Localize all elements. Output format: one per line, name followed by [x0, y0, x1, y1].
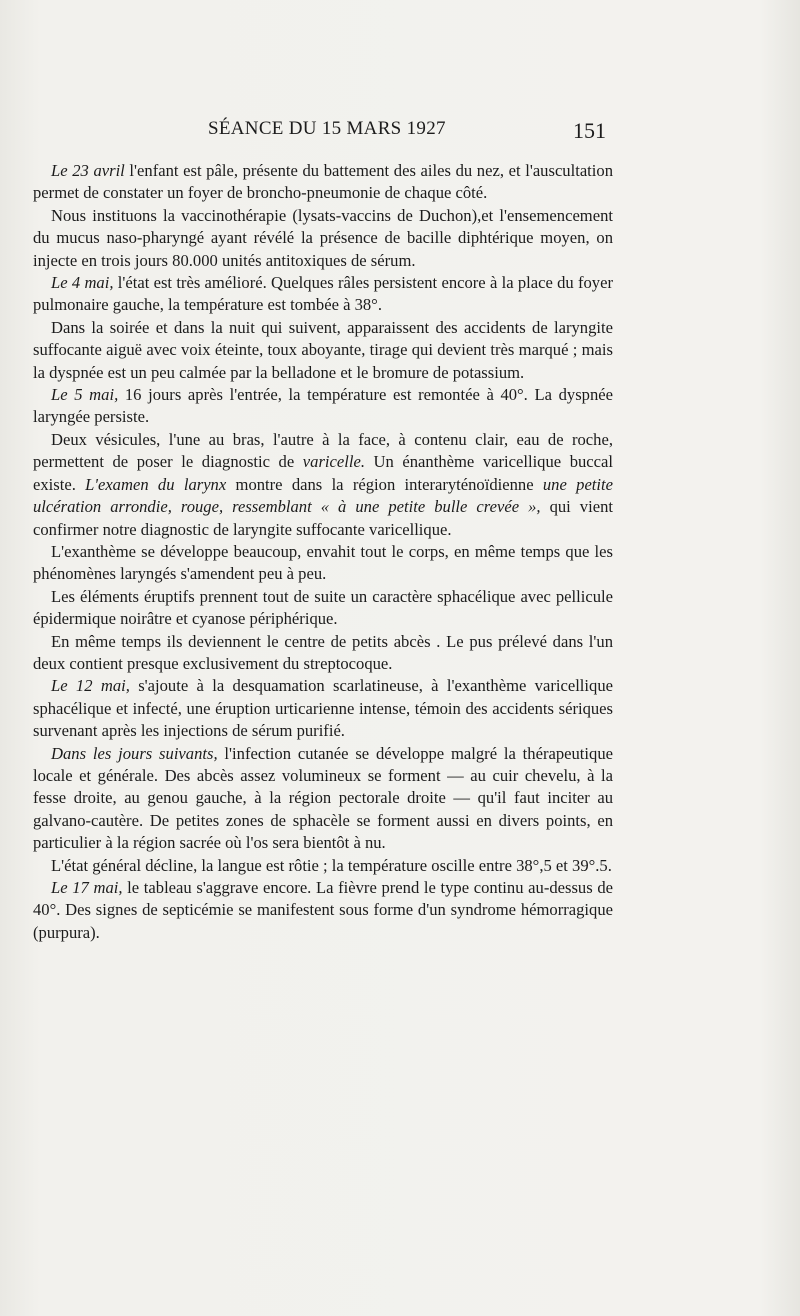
date-label: Le 5 mai, [51, 385, 119, 405]
paragraph [33, 272, 613, 317]
text-run: l'infection cutanée se développe malgré la thérapeutique locale et générale. Des abcès assez volumineux se forment — au cuir chevelu, à la fesse droite, au genou gauche, à la région pectorale droite — qu'il faut inciter au galvano-cautère. De petites zones de sphacèle se forment aussi en divers points, en particulier à la région sacrée où l'os sera bientôt à nu. [33, 743, 613, 853]
running-head [33, 118, 613, 148]
running-title: SÉANCE DU 15 MARS 1927 [208, 118, 446, 139]
text-run: Dans la soirée et dans la nuit qui suivent, apparaissent des accidents de laryngite suffocante aiguë avec voix éteinte, toux aboyante, tirage qui devient très marqué ; mais la dyspnée est un peu calmée par la belladone et le bromure de potassium. [33, 317, 613, 382]
text-run: le tableau s'aggrave encore. La fièvre prend le type continu au-dessus de 40°. Des signes de septicémie se manifestent sous forme d'un syndrome hémorragique (purpura). [33, 878, 613, 942]
body-text [33, 160, 613, 944]
text-run: qui vient confirmer notre diagnostic de laryngite suffocante varicellique. [33, 497, 613, 539]
date-label: Le 4 mai, [51, 273, 114, 293]
paragraph [33, 743, 613, 855]
text-run: L'exanthème se développe beaucoup, envahit tout le corps, en même temps que les phénomènes laryngés s'amendent peu à peu. [33, 541, 613, 584]
paragraph [33, 541, 613, 586]
paragraph [33, 317, 613, 384]
text-run: Deux vésicules, l'une au bras, l'autre à la face, à contenu clair, eau de roche, permettent de poser le diagnostic de [33, 429, 613, 472]
text-run: montre dans la région interaryténoïdienne [226, 474, 543, 494]
paragraph [33, 586, 613, 631]
text-run: 16 jours après l'entrée, la température est remontée à 40°. La dyspnée laryngée persiste. [33, 385, 613, 427]
text-run: s'ajoute à la desquamation scarlatineuse, à l'exanthème varicellique sphacélique et infecté, une éruption urticarienne intense, témoin des accidents sériques survenant après les injections de sérum purifié. [33, 676, 613, 741]
text-run: Un énanthème varicellique buccal existe. [33, 452, 613, 494]
text-run: Les éléments éruptifs prennent tout de suite un caractère sphacélique avec pellicule épidermique noirâtre et cyanose périphérique. [33, 586, 613, 629]
date-label: Le 23 avril [51, 161, 125, 180]
date-label: Dans les jours suivants, [51, 743, 218, 763]
paragraph [33, 205, 613, 272]
paragraph [33, 384, 613, 429]
text-run: l'état est très amélioré. Quelques râles persistent encore à la place du foyer pulmonaire gauche, la température est tombée à 38°. [33, 273, 613, 315]
italic-term: varicelle. [302, 452, 365, 472]
paragraph [33, 877, 613, 944]
italic-term: L'examen du larynx [85, 474, 227, 494]
italic-quote: une petite ulcération arrondie, rouge, ressemblant « à une petite bulle crevée », [33, 474, 613, 517]
text-run: Nous instituons la vaccinothérapie (lysats-vaccins de Duchon),et l'ensemencement du mucus naso-pharyngé ayant révélé la présence de bacille diphtérique moyen, on injecte en trois jours 80.000 unités antitoxiques de sérum. [33, 205, 613, 270]
text-run: L'état général décline, la langue est rôtie ; la température oscille entre 38°,5 et 39°.5. [51, 855, 612, 875]
text-run: En même temps ils deviennent le centre de petits abcès . Le pus prélevé dans l'un deux contient presque exclusivement du streptocoque. [33, 631, 613, 673]
text-run: l'enfant est pâle, présente du battement des ailes du nez, et l'auscultation permet de constater un foyer de broncho-pneumonie de chaque côté. [33, 161, 614, 203]
paragraph [33, 160, 613, 205]
paragraph [33, 429, 613, 541]
date-label: Le 17 mai, [51, 878, 123, 897]
paragraph [33, 855, 613, 877]
paragraph [33, 631, 613, 676]
paragraph [33, 675, 613, 742]
page-number: 151 [573, 118, 606, 143]
date-label: Le 12 mai, [51, 676, 130, 696]
